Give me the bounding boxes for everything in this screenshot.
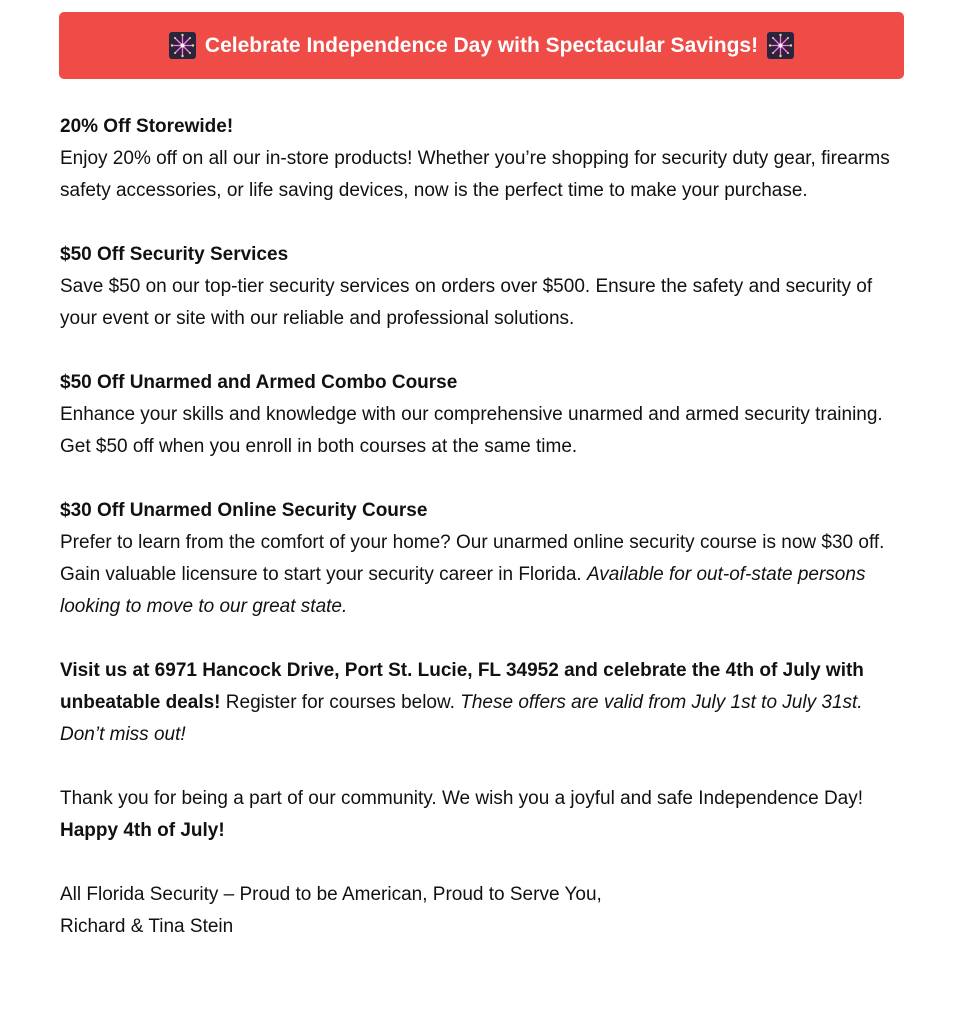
offer-title: $50 Off Security Services: [60, 244, 289, 265]
offer-text: Enjoy 20% off on all our in-store products! Whether you’re shopping for security duty gear, firearms safety accessories, or life saving devices, now is the perfect time to make your purchase.: [60, 148, 890, 201]
visit-paragraph: [60, 655, 910, 751]
thanks-paragraph: [60, 783, 910, 847]
offer-storewide: [60, 111, 910, 207]
offer-title: $30 Off Unarmed Online Security Course: [60, 500, 428, 521]
offer-note: Available for out-of-state persons looking to move to our great state.: [60, 564, 866, 617]
signature-line-1: All Florida Security – Proud to be American, Proud to Serve You,: [60, 884, 602, 905]
offer-text: Enhance your skills and knowledge with our comprehensive unarmed and armed security training. Get $50 off when you enroll in both courses at the same time.: [60, 404, 883, 457]
thanks-greeting: Happy 4th of July!: [60, 820, 225, 841]
fireworks-icon: [169, 32, 196, 59]
promo-banner: [59, 12, 904, 79]
offer-online-course: [60, 495, 910, 623]
visit-validity: These offers are valid from July 1st to July 31st. Don’t miss out!: [60, 692, 863, 745]
offer-security-services: [60, 239, 910, 335]
fireworks-icon: [767, 32, 794, 59]
visit-address: Visit us at 6971 Hancock Drive, Port St. Lucie, FL 34952 and celebrate the 4th of July with unbeatable deals!: [60, 660, 864, 713]
offer-title: 20% Off Storewide!: [60, 116, 234, 137]
offer-combo-course: [60, 367, 910, 463]
banner-title: Celebrate Independence Day with Spectacular Savings!: [204, 33, 759, 57]
signature-line-2: Richard & Tina Stein: [60, 916, 234, 937]
visit-register-text: Register for courses below.: [225, 692, 455, 713]
offer-text: Prefer to learn from the comfort of your home? Our unarmed online security course is now $30 off. Gain valuable licensure to start your security career in Florida.: [60, 532, 885, 585]
thanks-text: Thank you for being a part of our community. We wish you a joyful and safe Independence Day!: [60, 788, 864, 809]
signature: [60, 879, 910, 943]
offer-text: Save $50 on our top-tier security services on orders over $500. Ensure the safety and security of your event or site with our reliable and professional solutions.: [60, 276, 873, 329]
email-body: [60, 111, 910, 975]
offer-title: $50 Off Unarmed and Armed Combo Course: [60, 372, 458, 393]
